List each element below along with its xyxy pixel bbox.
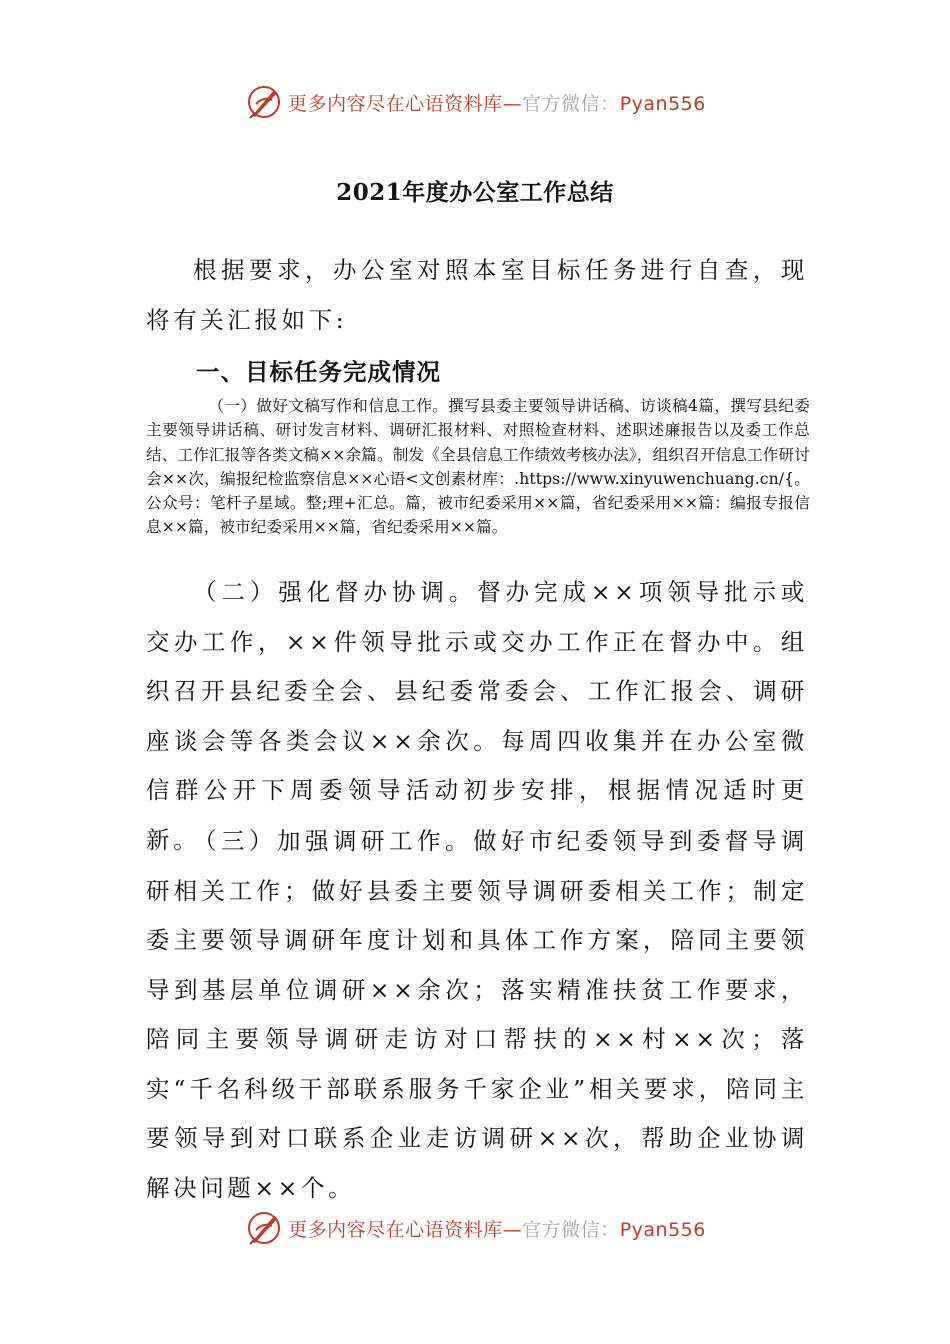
footer-watermark-text bbox=[288, 1215, 706, 1242]
banner-wechat-label: 官方微信： bbox=[522, 1218, 620, 1241]
banner-wechat-label: 官方微信： bbox=[522, 92, 620, 115]
banner-main-text: 更多内容尽在心语资料库— bbox=[288, 92, 523, 115]
header-watermark-text bbox=[288, 89, 706, 116]
banner-handle: Pyan556 bbox=[619, 92, 706, 115]
paragraph-writing-info: （一）做好文稿写作和信息工作。撰写县委主要领导讲话稿、访谈稿4篇，撰写县纪委主要领导讲话稿、研讨发言材料、调研汇报材料、对照检查材料、述职述廉报告以及委工作总结、工作汇报等各类文稿××余篇。制发《全县信息工作绩效考核办法》，组织召开信息工作研讨会××次，编报纪检监察信息××心语<文创素材库：.https://www.xinyuwenchuang.cn/{。公众号：笔杆子星域。整;理+汇总。篇，被市纪委采用××篇，省纪委采用××篇：编报专报信息××篇，被市纪委采用××篇，省纪委采用××篇。 bbox=[146, 397, 810, 537]
banner-handle: Pyan556 bbox=[619, 1218, 706, 1241]
quill-pen-logo-icon bbox=[244, 82, 284, 122]
quill-pen-logo-icon bbox=[244, 1208, 284, 1248]
paragraph-research: （三）加强调研工作。做好市纪委领导到委督导调研相关工作；做好县委主要领导调研委相关工作；制定委主要领导调研年度计划和具体工作方案，陪同主要领导到基层单位调研××余次；落实精准扶贫工作要求，陪同主要领导调研走访对口帮扶的××村××次；落实“千名科级干部联系服务千家企业”相关要求，陪同主要领导到对口联系企业走访调研××次，帮助企业协调解决问题××个。 bbox=[146, 827, 808, 1202]
header-watermark-banner bbox=[0, 80, 950, 124]
paragraph-supervision: （二）强化督办协调。督办完成××项领导批示或交办工作，××件领导批示或交办工作正在督办中。组织召开县纪委全会、县纪委常委会、工作汇报会、调研座谈会等各类会议××余次。每周四收集并在办公室微信群公开下周委领导活动初步安排，根据情况适时更新。 bbox=[146, 578, 808, 854]
intro-paragraph: 根据要求，办公室对照本室目标任务进行自查，现将有关汇报如下: bbox=[146, 256, 808, 334]
section-heading: 一、目标任务完成情况 bbox=[196, 358, 441, 386]
footer-watermark-banner bbox=[0, 1206, 950, 1250]
banner-main-text: 更多内容尽在心语资料库— bbox=[288, 1218, 523, 1241]
document-title: 2021年度办公室工作总结 bbox=[336, 179, 614, 206]
